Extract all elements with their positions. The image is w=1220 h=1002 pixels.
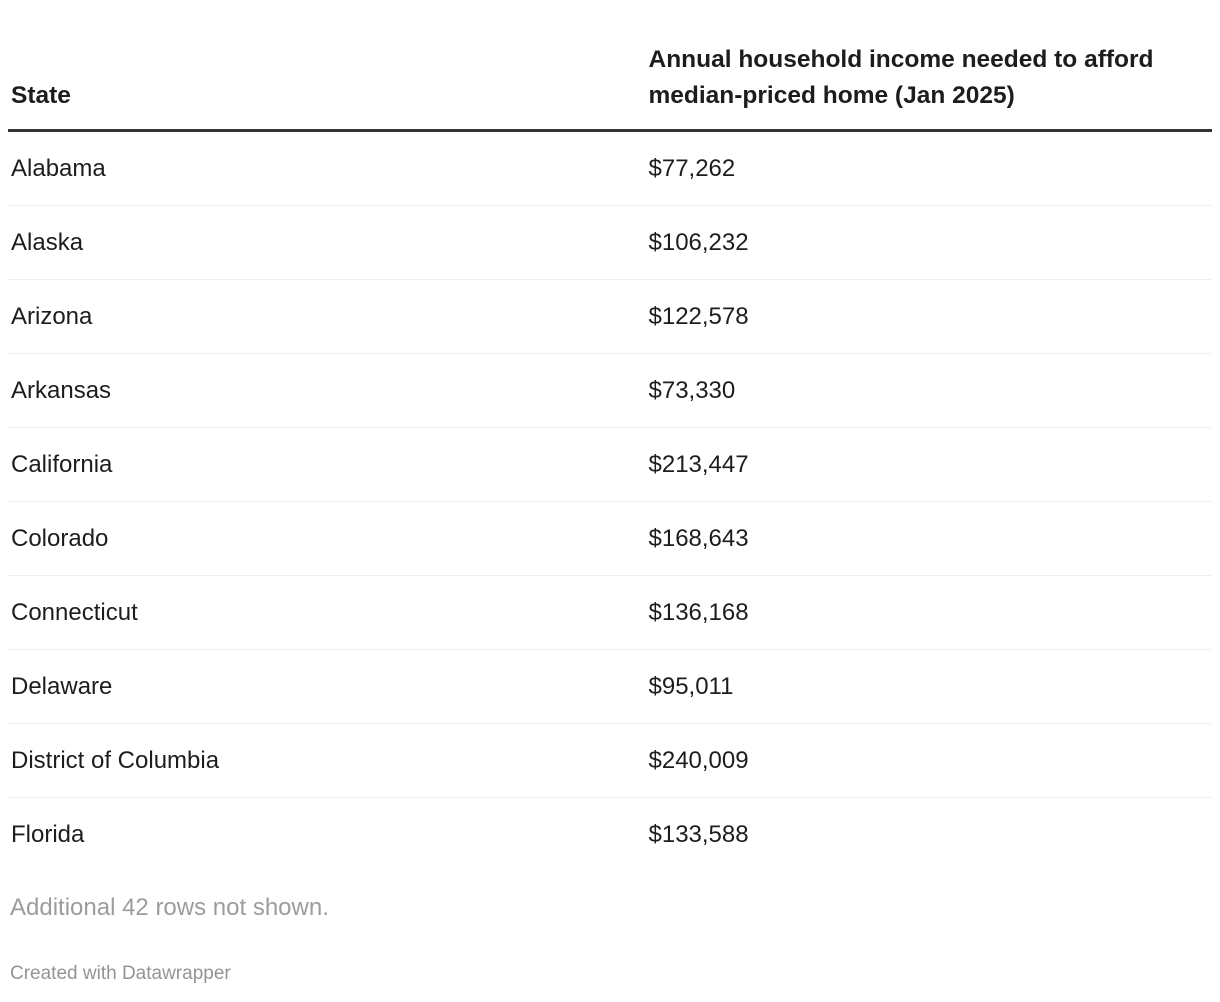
data-table [8, 0, 1212, 871]
state-cell: Delaware [8, 650, 646, 724]
income-cell: $136,168 [646, 576, 1213, 650]
column-header-income: Annual household income needed to afford median-priced home (Jan 2025) [646, 0, 1213, 131]
state-cell: California [8, 428, 646, 502]
income-cell: $122,578 [646, 280, 1213, 354]
state-cell: Arizona [8, 280, 646, 354]
table-row [8, 576, 1212, 650]
state-cell: Florida [8, 798, 646, 872]
income-cell: $168,643 [646, 502, 1213, 576]
table-row [8, 131, 1212, 206]
table-body [8, 131, 1212, 872]
datawrapper-attribution-link[interactable]: Created with Datawrapper [10, 963, 231, 984]
table-row [8, 798, 1212, 872]
table-header-row [8, 0, 1212, 131]
state-cell: Colorado [8, 502, 646, 576]
additional-rows-note: Additional 42 rows not shown. [10, 894, 329, 921]
income-cell: $133,588 [646, 798, 1213, 872]
state-cell: District of Columbia [8, 724, 646, 798]
state-cell: Alabama [11, 154, 106, 182]
table-row [8, 280, 1212, 354]
table-row [8, 502, 1212, 576]
income-cell: $106,232 [646, 206, 1213, 280]
income-cell: $77,262 [648, 154, 736, 182]
income-cell: $240,009 [646, 724, 1213, 798]
income-cell: $95,011 [646, 650, 1213, 724]
income-cell: $73,330 [646, 354, 1213, 428]
state-cell: Alaska [8, 206, 646, 280]
table-row [8, 650, 1212, 724]
income-cell: $213,447 [646, 428, 1213, 502]
table-row [8, 724, 1212, 798]
state-cell: Arkansas [8, 354, 646, 428]
table-header [8, 0, 1212, 131]
state-cell: Connecticut [8, 576, 646, 650]
table-row [8, 428, 1212, 502]
column-header-state: State [8, 0, 646, 131]
table-row [8, 206, 1212, 280]
table-row [8, 354, 1212, 428]
